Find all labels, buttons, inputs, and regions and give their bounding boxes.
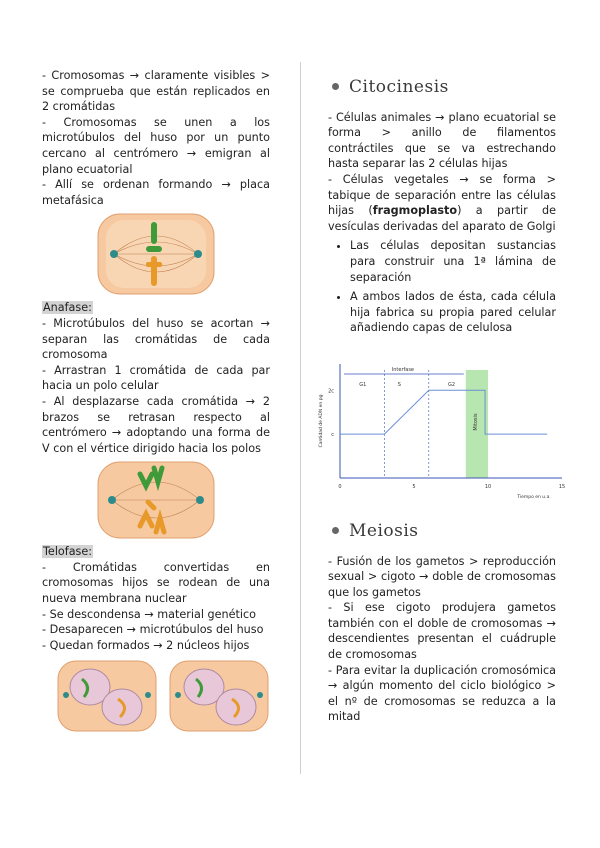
anaphase-cell-image [96,460,216,542]
y-tick-label: 2c [328,388,334,395]
meiosis-text-2: - Si ese cigoto produjera gametos también con el doble de cromosomas → descendientes presentan el cuádruple de cromosomas [328,601,556,662]
list-item: • A ambos lados de ésta, cada célula hija fabrica su propia pared celular añadiendo capas de celulosa [350,289,556,336]
cytokinesis-bullets [328,238,556,336]
anaphase-text-1: - Microtúbulos del huso se acortan → separan las cromátidas de cada cromosoma [42,316,270,362]
right-column [319,76,566,725]
y-axis-label: Cantidad de ADN en pg [319,394,324,448]
metaphase-text-1: - Cromosomas → claramente visibles > se comprueba que están replicados en 2 cromátidas [42,69,270,114]
anafase-title: Anafase: [43,301,92,315]
x-tick-label: 5 [412,483,416,490]
fragmoplasto-term: fragmoplasto [372,204,458,218]
cytokinesis-text-2: - Células vegetales → se forma > tabique de separación entre las células hijas (fragmoplasto) a partir de vesículas derivadas del aparato de Golgi [328,172,556,233]
meiosis-title: Meiosis [349,520,419,541]
x-axis-label: Tiempo en u.a. [517,494,551,500]
telophase-cells-image [42,657,270,737]
citocinesis-title: Citocinesis [349,77,449,97]
bullet-dot-icon [332,527,339,534]
phase-label-g1: G1 [359,381,367,388]
meiosis-text-1: - Fusión de los gametos > reproducción sexual > cigoto → doble de cromosomas que los gametos [328,554,556,599]
metaphase-cell-image [96,212,216,298]
bullet-dot-icon [332,83,339,90]
left-column [42,68,270,737]
phase-label-interfase: Interfase [391,366,415,373]
anaphase-text-3: - Al desplazarse cada cromátida → 2 brazos se retrasan respecto al centrómero → adoptando una forma de V con el vértice dirigido hacia los polos [42,394,270,455]
phase-label-g2: G2 [448,381,456,388]
citocinesis-heading [328,77,556,97]
y-tick-label: c [331,432,334,439]
metaphase-text-2: - Cromosomas se unen a los microtúbulos del huso por un punto cercano al centrómero → emigran al plano ecuatorial [42,115,270,176]
x-tick-label: 10 [484,483,492,490]
x-tick-label: 15 [558,483,566,490]
x-tick-label: 0 [338,483,342,490]
list-item: • Las células depositan sustancias para construir una 1ª lámina de separación [350,238,556,285]
meiosis-heading [328,520,556,541]
column-divider [300,62,301,774]
phase-label-mitosis: Mitosis [472,413,479,431]
dna-series-line [340,390,547,434]
telofase-title: Telofase: [43,545,93,559]
anaphase-text-2: - Arrastran 1 cromátida de cada par hacia un polo celular [42,363,270,393]
metaphase-text-3: - Allí se ordenan formando → placa metafásica [42,178,270,207]
telophase-text-3: - Desaparecen → microtúbulos del huso [42,623,264,637]
telophase-text-4: - Quedan formados → 2 núcleos hijos [42,638,250,652]
cytokinesis-text-1: - Células animales → plano ecuatorial se forma > anillo de filamentos contráctiles que se va estrechando hasta separar las 2 células hijas [328,110,556,171]
dna-content-chart [312,342,572,512]
telophase-text-2: - Se descondensa → material genético [42,607,256,621]
telophase-text-1: - Cromátidas convertidas en cromosomas hijos se rodean de una nueva membrana nuclear [42,560,270,606]
meiosis-text-3: - Para evitar la duplicación cromosómica → algún momento del ciclo biológico > el nº de cromosomas se reduzca a la mitad [328,663,556,724]
phase-label-s: S [397,381,401,388]
